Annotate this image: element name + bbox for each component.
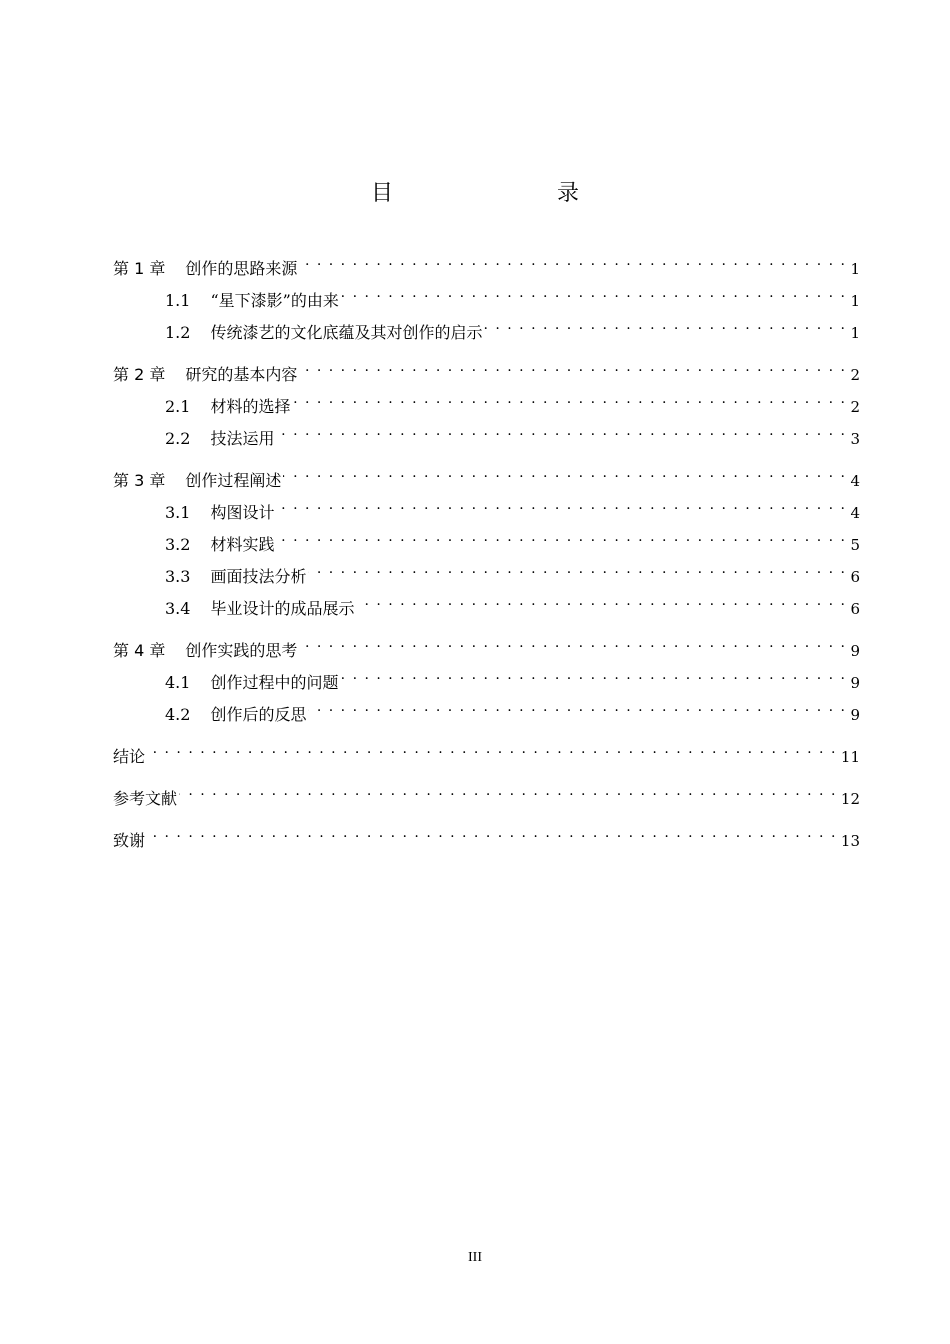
- toc-entry[interactable]: [113, 418, 860, 448]
- toc-entry-number: 2.1: [165, 397, 191, 416]
- toc-entry-number: 1.2: [165, 323, 191, 342]
- toc-entry-label: 致谢: [113, 831, 146, 850]
- dot-leader: [299, 630, 846, 656]
- toc-entry-page: 1: [850, 292, 860, 310]
- toc-entry-page: 1: [850, 260, 860, 278]
- dot-leader: [147, 736, 837, 762]
- toc-entry[interactable]: [113, 524, 860, 554]
- toc-entry-label: 构图设计: [210, 503, 275, 522]
- toc-entry[interactable]: [113, 820, 860, 850]
- toc-entry-label: 技法运用: [210, 429, 275, 448]
- toc-entry-label: 参考文献: [113, 789, 178, 808]
- page-title: 目 录: [370, 181, 619, 206]
- toc-entry-number: 4.1: [165, 673, 191, 692]
- dot-leader: [308, 556, 846, 582]
- toc-entry-page: 12: [840, 790, 860, 808]
- toc-entry-label: “星下漆影”的由来: [210, 291, 339, 310]
- toc-entry-page: 3: [850, 430, 860, 448]
- dot-leader: [276, 524, 846, 550]
- toc-entry-page: 4: [850, 472, 860, 490]
- toc-entry-label: 创作过程中的问题: [210, 673, 339, 692]
- toc-entry-label: 传统漆艺的文化底蕴及其对创作的启示: [210, 323, 483, 342]
- toc-entry[interactable]: [113, 556, 860, 586]
- toc-entry-label: 研究的基本内容: [185, 365, 298, 384]
- toc-entry-number: 3.4: [165, 599, 191, 618]
- dot-leader: [341, 280, 847, 306]
- toc-entry-page: 2: [850, 366, 860, 384]
- dot-leader: [276, 418, 846, 444]
- dot-leader: [179, 778, 837, 804]
- toc-entry[interactable]: [113, 630, 860, 660]
- toc-entry-page: 9: [850, 642, 860, 660]
- toc-entry-number: 第 1 章: [113, 259, 166, 278]
- page-number: III: [468, 1250, 482, 1265]
- dot-leader: [484, 312, 846, 338]
- dot-leader: [292, 386, 846, 412]
- dot-leader: [299, 354, 846, 380]
- toc-entry-page: 6: [850, 600, 860, 618]
- toc-entry-number: 4.2: [165, 705, 191, 724]
- toc-entry-number: 第 2 章: [113, 365, 166, 384]
- toc-entry[interactable]: [113, 280, 860, 310]
- toc-entry-number: 3.1: [165, 503, 191, 522]
- toc-entry-label: 创作后的反思: [210, 705, 307, 724]
- toc-entry[interactable]: [113, 248, 860, 278]
- toc-entry-page: 9: [850, 674, 860, 692]
- toc-entry-number: 3.3: [165, 567, 191, 586]
- toc-entry-label: 画面技法分析: [210, 567, 307, 586]
- toc-entry-number: 第 4 章: [113, 641, 166, 660]
- toc-entry-page: 13: [840, 832, 860, 850]
- dot-leader: [299, 248, 846, 274]
- toc-entry-number: 2.2: [165, 429, 191, 448]
- dot-leader: [340, 662, 846, 688]
- toc-entry-page: 9: [850, 706, 860, 724]
- toc-entry-page: 5: [850, 536, 860, 554]
- toc-entry[interactable]: [113, 386, 860, 416]
- toc-entry-label: 创作实践的思考: [185, 641, 298, 660]
- toc-entry-label: 材料的选择: [210, 397, 291, 416]
- table-of-contents: [113, 248, 860, 850]
- toc-entry[interactable]: [113, 588, 860, 618]
- toc-entry-number: 1.1: [165, 291, 191, 310]
- toc-entry[interactable]: [113, 778, 860, 808]
- toc-entry-page: 2: [850, 398, 860, 416]
- toc-entry-label: 创作的思路来源: [185, 259, 298, 278]
- toc-entry[interactable]: [113, 354, 860, 384]
- toc-entry[interactable]: [113, 694, 860, 724]
- toc-entry-page: 4: [850, 504, 860, 522]
- toc-entry-page: 1: [850, 324, 860, 342]
- toc-entry-label: 毕业设计的成品展示: [210, 599, 355, 618]
- toc-entry[interactable]: [113, 492, 860, 522]
- toc-entry[interactable]: [113, 460, 860, 490]
- dot-leader: [147, 820, 837, 846]
- dot-leader: [283, 460, 846, 486]
- dot-leader: [276, 492, 846, 518]
- toc-entry[interactable]: [113, 662, 860, 692]
- toc-entry-number: 第 3 章: [113, 471, 166, 490]
- toc-entry[interactable]: [113, 312, 860, 342]
- toc-entry-page: 6: [850, 568, 860, 586]
- toc-entry-label: 结论: [113, 747, 146, 766]
- dot-leader: [356, 588, 846, 614]
- toc-entry-label: 创作过程阐述: [185, 471, 282, 490]
- toc-entry-page: 11: [840, 748, 860, 766]
- toc-entry[interactable]: [113, 736, 860, 766]
- dot-leader: [308, 694, 846, 720]
- toc-entry-label: 材料实践: [210, 535, 275, 554]
- toc-entry-number: 3.2: [165, 535, 191, 554]
